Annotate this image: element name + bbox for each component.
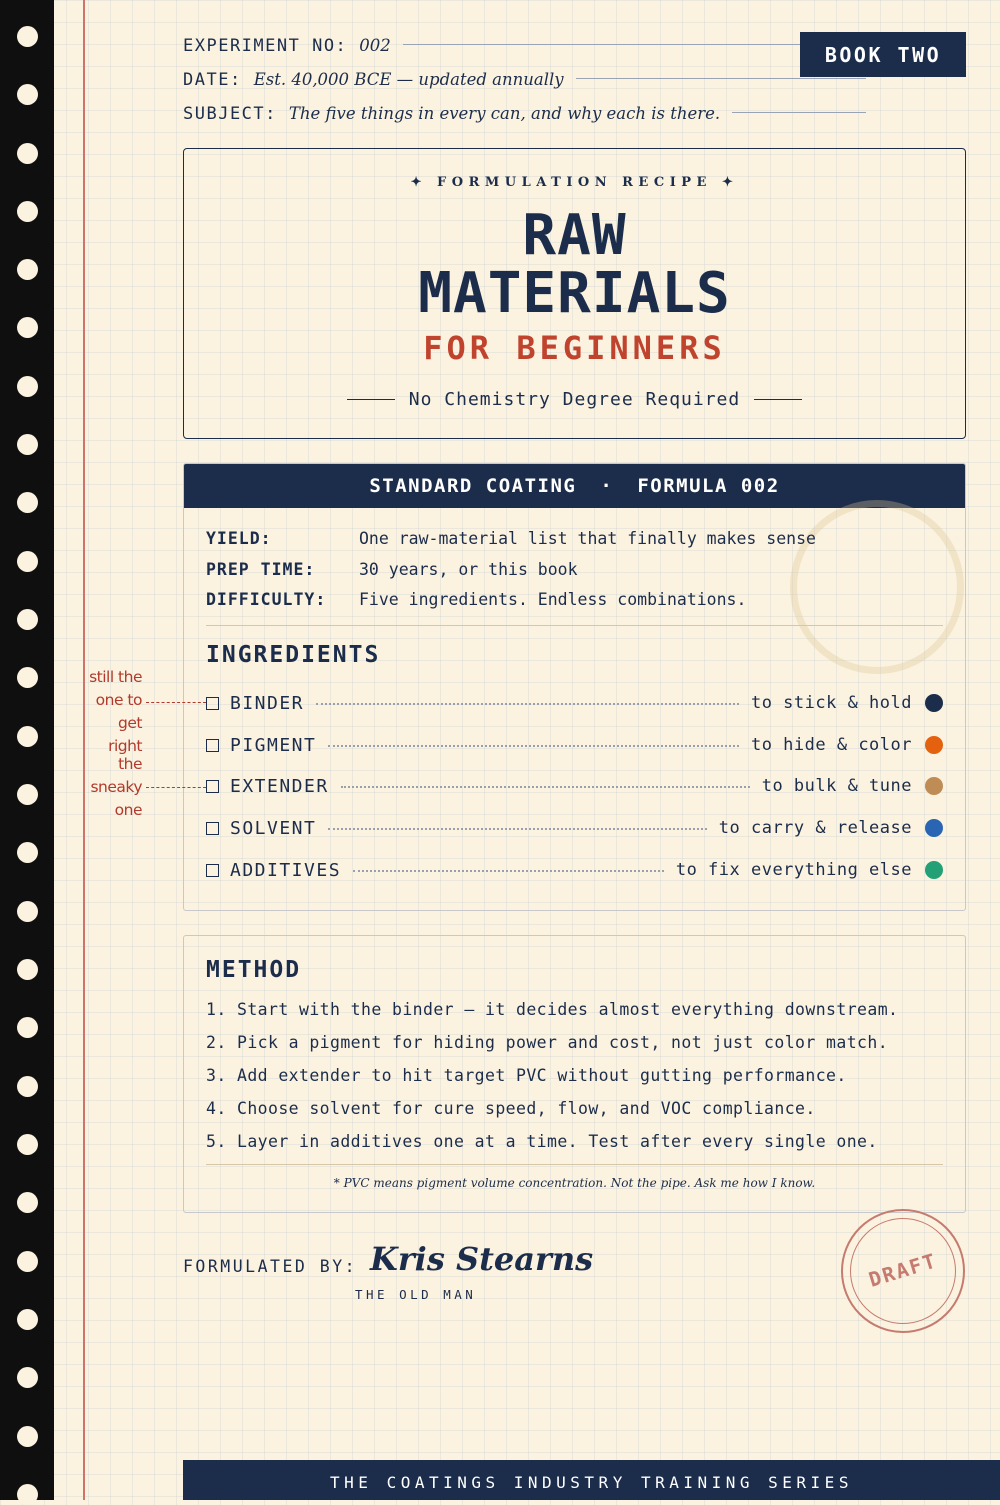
binding-hole: [17, 1426, 38, 1447]
experiment-value: 002: [359, 36, 391, 55]
ingredient-row: [206, 733, 943, 757]
dot-leader: [353, 870, 664, 872]
meta-key: YIELD:: [206, 529, 272, 548]
method-step: 2. Pick a pigment for hiding power and cost, not just color match.: [206, 1033, 889, 1052]
date-field: [183, 70, 866, 90]
book-badge: BOOK TWO: [800, 32, 966, 77]
dot-leader: [328, 828, 706, 830]
field-rule: [403, 44, 800, 45]
dot-leader: [316, 703, 739, 705]
coffee-ring-stain: [790, 500, 964, 674]
ingredient-purpose: to fix everything else: [675, 860, 912, 880]
margin-note-binder: [80, 666, 142, 758]
ingredient-row: [206, 774, 943, 798]
binding-hole: [17, 784, 38, 805]
binding-hole: [17, 26, 38, 47]
note-pointer: [146, 702, 206, 703]
ingredient-purpose: to carry & release: [718, 818, 912, 838]
method-step: 3. Add extender to hit target PVC without gutting performance.: [206, 1066, 847, 1085]
binding-hole: [17, 959, 38, 980]
meta-value: 30 years, or this book: [359, 560, 578, 579]
method-step: 1. Start with the binder — it decides almost everything downstream.: [206, 1000, 899, 1019]
binding-hole: [17, 201, 38, 222]
meta-value: Five ingredients. Endless combinations.: [359, 590, 747, 609]
color-dot: [925, 736, 943, 754]
binding-hole: [17, 259, 38, 280]
dot-leader: [328, 745, 739, 747]
note-line: one: [114, 801, 142, 819]
footnote: * PVC means pigment volume concentration. Not the pipe. Ask me how I know.: [333, 1176, 816, 1190]
binding-hole: [17, 551, 38, 572]
title-line-1: RAW: [522, 203, 627, 268]
margin-note-extender: [80, 753, 142, 822]
ingredient-row: [206, 858, 943, 882]
tagline-row: [184, 389, 965, 410]
card-header-right: FORMULA 002: [637, 475, 780, 497]
author-caption: THE OLD MAN: [355, 1287, 477, 1302]
ingredient-name: SOLVENT: [230, 817, 317, 839]
binding-hole: [17, 1192, 38, 1213]
ingredient-row: [206, 816, 943, 840]
ingredient-row: [206, 691, 943, 715]
ingredient-purpose: to hide & color: [750, 735, 912, 755]
ingredient-purpose: to bulk & tune: [761, 776, 912, 796]
binding-hole: [17, 1309, 38, 1330]
binding-hole: [17, 84, 38, 105]
formula-card: [183, 463, 966, 911]
draft-stamp: [841, 1209, 965, 1333]
note-line: still the: [89, 668, 142, 686]
binding-hole: [17, 1017, 38, 1038]
ingredients-title: INGREDIENTS: [206, 642, 381, 668]
subtitle: FOR BEGINNERS: [423, 329, 726, 367]
title-block: [183, 148, 966, 439]
ingredient-checkbox[interactable]: [206, 697, 219, 710]
binding-hole: [17, 1251, 38, 1272]
experiment-field: [183, 36, 800, 56]
method-card: [183, 935, 966, 1213]
binding-hole: [17, 434, 38, 455]
tagline: No Chemistry Degree Required: [408, 389, 741, 410]
method-step: 5. Layer in additives one at a time. Test after every single one.: [206, 1132, 878, 1151]
note-line: get right: [108, 714, 142, 755]
binding-hole: [17, 1134, 38, 1155]
ingredient-checkbox[interactable]: [206, 822, 219, 835]
subject-field: [183, 104, 866, 124]
binding-hole: [17, 609, 38, 630]
binding-hole: [17, 317, 38, 338]
ingredient-name: EXTENDER: [230, 775, 329, 797]
subject-value: The five things in every can, and why each is there.: [288, 104, 721, 123]
meta-value: One raw-material list that finally makes sense: [359, 529, 816, 548]
color-dot: [925, 777, 943, 795]
color-dot: [925, 861, 943, 879]
method-step: 4. Choose solvent for cure speed, flow, and VOC compliance.: [206, 1099, 816, 1118]
dot-leader: [341, 786, 750, 788]
binding-hole: [17, 667, 38, 688]
tagline-dash: [347, 399, 395, 400]
meta-row: [206, 560, 578, 579]
binding-hole: [17, 1367, 38, 1388]
formulated-by-label: FORMULATED BY:: [183, 1257, 358, 1276]
series-footer: THE COATINGS INDUSTRY TRAINING SERIES: [183, 1460, 1000, 1500]
ingredient-name: ADDITIVES: [230, 859, 342, 881]
binding-hole: [17, 1076, 38, 1097]
subject-label: SUBJECT:: [183, 104, 277, 124]
tagline-dash: [754, 399, 802, 400]
color-dot: [925, 694, 943, 712]
eyebrow: ✦ FORMULATION RECIPE ✦: [410, 175, 739, 190]
binding-hole: [17, 376, 38, 397]
experiment-label: EXPERIMENT NO:: [183, 36, 348, 56]
ingredient-name: BINDER: [230, 692, 305, 714]
ingredient-purpose: to stick & hold: [750, 693, 912, 713]
binding-hole: [17, 492, 38, 513]
spiral-binding: [0, 0, 54, 1500]
date-value: Est. 40,000 BCE — updated annually: [253, 70, 564, 89]
ingredient-name: PIGMENT: [230, 734, 317, 756]
note-line: one to: [95, 691, 142, 709]
meta-key: PREP TIME:: [206, 560, 316, 579]
field-rule: [732, 112, 866, 113]
color-dot: [925, 819, 943, 837]
meta-row: [206, 590, 746, 609]
note-line: sneaky: [90, 778, 142, 796]
binding-hole: [17, 901, 38, 922]
binding-hole: [17, 842, 38, 863]
method-title: METHOD: [206, 957, 302, 983]
field-rule: [576, 78, 866, 79]
ingredient-checkbox[interactable]: [206, 780, 219, 793]
title-line-2: MATERIALS: [418, 261, 731, 326]
author-signature: Kris Stearns: [370, 1240, 594, 1278]
stamp-text: DRAFT: [865, 1248, 941, 1292]
binding-hole: [17, 143, 38, 164]
divider: [206, 625, 943, 626]
binding-hole: [17, 1484, 38, 1505]
meta-row: [206, 529, 816, 548]
note-pointer: [146, 787, 206, 788]
card-header-left: STANDARD COATING: [369, 475, 577, 497]
ingredient-checkbox[interactable]: [206, 739, 219, 752]
meta-key: DIFFICULTY:: [206, 590, 327, 609]
ingredient-checkbox[interactable]: [206, 864, 219, 877]
binding-hole: [17, 726, 38, 747]
card-header: [184, 464, 965, 508]
card-header-separator: ·: [600, 475, 614, 497]
page-title: [184, 203, 965, 326]
divider: [206, 1164, 943, 1165]
note-line: the: [118, 755, 142, 773]
date-label: DATE:: [183, 70, 242, 90]
